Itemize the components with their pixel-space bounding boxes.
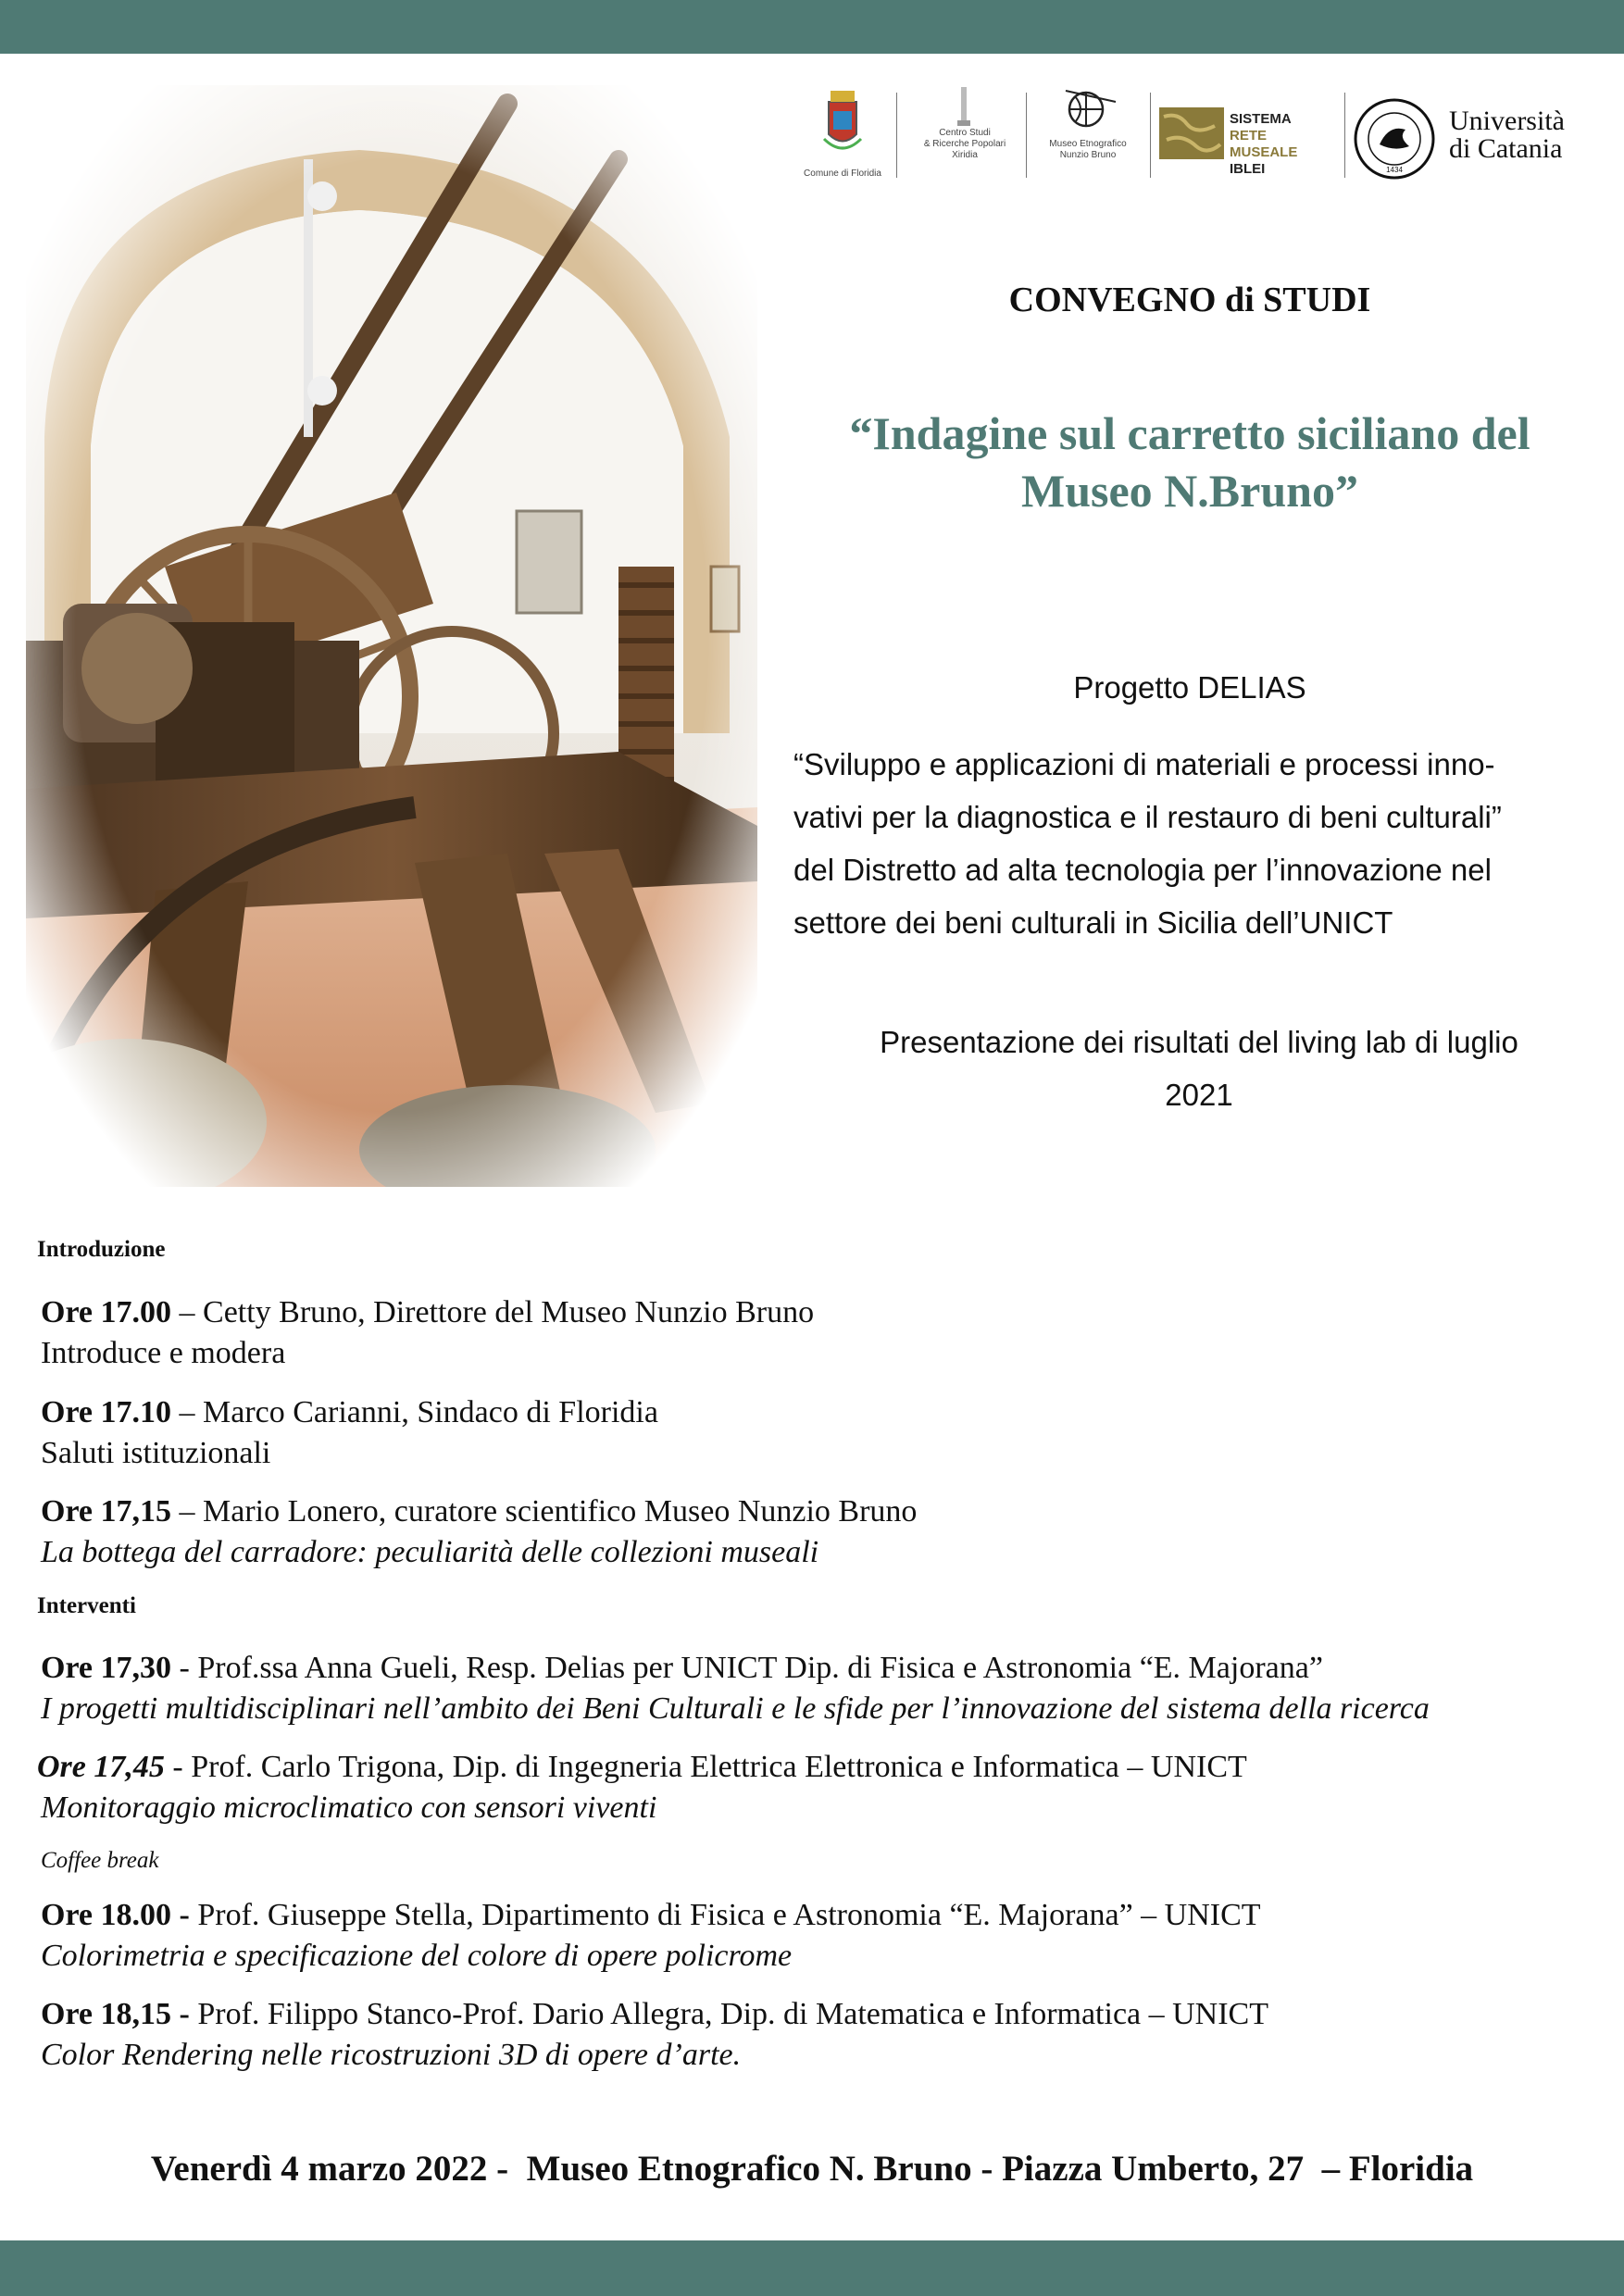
unict-line-2: di Catania (1449, 133, 1563, 164)
stone-texture-icon (1159, 107, 1224, 163)
program-entry (41, 1392, 658, 1474)
entry-time: Ore 17.10 (41, 1395, 172, 1429)
program-entry (41, 1648, 1430, 1729)
program-entry (41, 1994, 1268, 2076)
top-band (0, 0, 1624, 54)
desc-line-4: settore dei beni culturali in Sicilia dell’UNICT (793, 905, 1393, 940)
sistema-line-3: IBLEI (1230, 161, 1266, 177)
centro-line-3: Xiridia (952, 150, 978, 160)
sistema-logo (1159, 83, 1335, 185)
globe-icon (1032, 83, 1143, 139)
entry-speaker: - Prof.ssa Anna Gueli, Resp. Delias per UNICT Dip. di Fisica e Astronomia “E. Majorana” (171, 1651, 1323, 1685)
convegno-title: CONVEGNO di STUDI (1008, 281, 1371, 319)
entry-speaker: – Mario Lonero, curatore scientifico Museo Nunzio Bruno (171, 1494, 918, 1529)
entry-subtitle: Saluti istituzionali (41, 1436, 271, 1470)
entry-time: Ore 17,15 (41, 1494, 172, 1529)
entry-time: Ore 18.00 - (41, 1898, 190, 1932)
main-title (796, 405, 1583, 519)
project-description (793, 738, 1606, 949)
introduzione-label: Introduzione (37, 1237, 166, 1262)
entry-speaker: Prof. Filippo Stanco-Prof. Dario Allegra, Dip. di Matematica e Informatica – UNICT (189, 1997, 1269, 2031)
program-entry (41, 1895, 1261, 1977)
centro-line-2: & Ricerche Popolari (923, 139, 1006, 149)
crest-icon (810, 83, 875, 167)
entry-speaker: – Marco Carianni, Sindaco di Floridia (171, 1395, 658, 1429)
main-title-line-1: “Indagine sul carretto siciliano del (849, 407, 1530, 459)
entry-subtitle: I progetti multidisciplinari nell’ambito dei Beni Culturali e le sfide per l’innovazione del sistema della ricerca (41, 1691, 1430, 1726)
entry-time: Ore 18,15 - (41, 1997, 190, 2031)
comune-label: Comune di Floridia (804, 168, 881, 179)
cart-workshop-illustration (26, 85, 757, 1187)
entry-subtitle: La bottega del carradore: peculiarità delle collezioni museali (41, 1535, 819, 1569)
museo-logo (1032, 83, 1143, 185)
desc-line-3: del Distretto ad alta tecnologia per l’innovazione nel (793, 853, 1492, 887)
event-footer: Venerdì 4 marzo 2022 - Museo Etnografico N. Bruno - Piazza Umberto, 27 – Floridia (150, 2149, 1474, 2189)
logo-divider (1026, 93, 1027, 178)
program-entry (37, 1747, 1247, 1828)
logo-divider (896, 93, 897, 178)
presentazione-line-1: Presentazione dei risultati del living lab di luglio (880, 1025, 1518, 1059)
desc-line-1: “Sviluppo e applicazioni di materiali e processi inno- (793, 747, 1495, 781)
museo-line-1: Museo Etnografico (1049, 139, 1127, 149)
desc-line-2: vativi per la diagnostica e il restauro di beni culturali” (793, 800, 1502, 834)
entry-time: Ore 17,30 (41, 1651, 172, 1685)
entry-subtitle: Introduce e modera (41, 1336, 286, 1370)
monument-icon (906, 83, 1024, 130)
university-seal-icon (1352, 96, 1437, 181)
museo-line-2: Nunzio Bruno (1059, 150, 1117, 160)
entry-subtitle: Colorimetria e specificazione del colore di opere policrome (41, 1939, 793, 1973)
program-entry (41, 1491, 917, 1573)
museum-photo (26, 85, 757, 1187)
progetto-label: Progetto DELIAS (1073, 670, 1306, 705)
entry-time: Ore 17,45 (37, 1750, 165, 1784)
entry-speaker: - Prof. Carlo Trigona, Dip. di Ingegneria Elettrica Elettronica e Informatica – UNICT (164, 1750, 1247, 1784)
bottom-band (0, 2240, 1624, 2296)
entry-speaker: – Cetty Bruno, Direttore del Museo Nunzio Bruno (171, 1295, 815, 1329)
entry-subtitle: Color Rendering nelle ricostruzioni 3D di opere d’arte. (41, 2038, 742, 2072)
presentazione-text (796, 1016, 1602, 1121)
presentazione-line-2: 2021 (1165, 1078, 1233, 1112)
partner-logos (796, 83, 1593, 185)
sistema-line-2: RETE MUSEALE (1230, 128, 1298, 160)
logo-divider (1344, 93, 1345, 178)
svg-text:1434: 1434 (1386, 166, 1403, 174)
logo-divider (1150, 93, 1151, 178)
program-entry (41, 1292, 814, 1374)
unict-logo (1352, 83, 1593, 185)
entry-time: Ore 17.00 (41, 1295, 172, 1329)
entry-subtitle: Monitoraggio microclimatico con sensori viventi (41, 1791, 657, 1825)
centro-line-1: Centro Studi (939, 128, 991, 138)
interventi-label: Interventi (37, 1593, 136, 1618)
sistema-line-1: SISTEMA (1230, 111, 1292, 127)
unict-line-1: Università (1449, 106, 1565, 136)
main-title-line-2: Museo N.Bruno” (1021, 465, 1358, 517)
comune-logo (804, 83, 881, 185)
centro-studi-logo (906, 83, 1024, 185)
entry-speaker: Prof. Giuseppe Stella, Dipartimento di Fisica e Astronomia “E. Majorana” – UNICT (189, 1898, 1261, 1932)
coffee-break-label: Coffee break (41, 1848, 159, 1873)
